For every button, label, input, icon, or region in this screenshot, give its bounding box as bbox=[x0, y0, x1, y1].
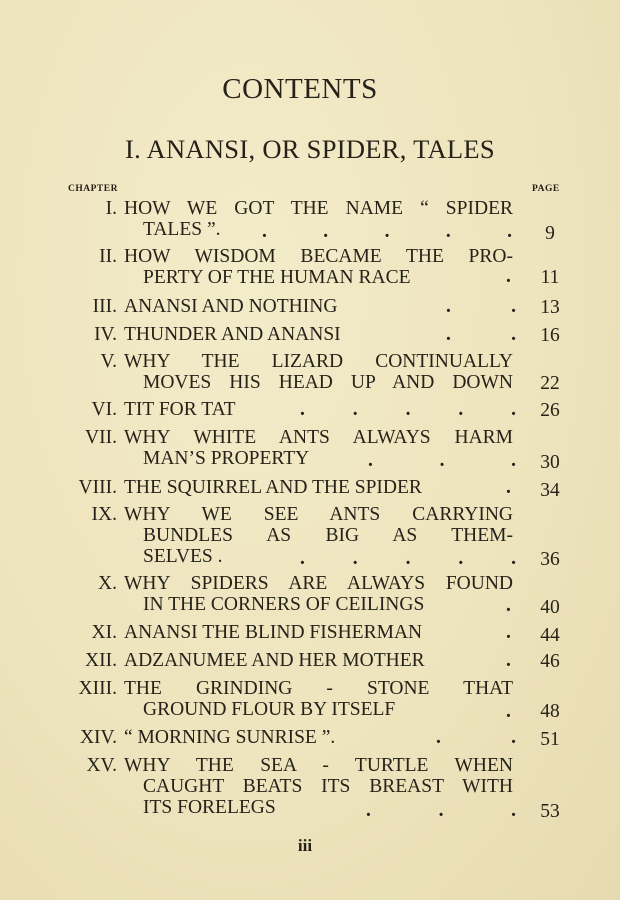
chapter-title-line: THE GRINDING - STONE THAT bbox=[124, 678, 513, 699]
page-number: 30 bbox=[540, 452, 560, 473]
chapter-number: IX. bbox=[91, 504, 117, 525]
chapter-number: II. bbox=[99, 246, 117, 267]
chapter-title-line: WHY SPIDERS ARE ALWAYS FOUND bbox=[124, 573, 513, 594]
page-number: 16 bbox=[540, 325, 560, 346]
chapter-title-line: PERTY OF THE HUMAN RACE bbox=[143, 267, 411, 288]
dot-leader: . bbox=[506, 477, 511, 498]
page-number: 11 bbox=[540, 267, 560, 288]
page-number: 34 bbox=[540, 480, 560, 501]
part-title: I. ANANSI, OR SPIDER, TALES bbox=[125, 134, 495, 164]
chapter-title-line: BUNDLES AS BIG AS THEM- bbox=[143, 525, 513, 546]
dot-leader: . . . . . bbox=[300, 548, 516, 569]
chapter-title-line: ANANSI AND NOTHING bbox=[124, 296, 338, 317]
chapter-number: III. bbox=[92, 296, 117, 317]
chapter-title-line: WHY WE SEE ANTS CARRYING bbox=[124, 504, 513, 525]
chapter-title-line: WHY WHITE ANTS ALWAYS HARM bbox=[124, 427, 513, 448]
chapter-number: VI. bbox=[91, 399, 117, 420]
chapter-title-line: CAUGHT BEATS ITS BREAST WITH bbox=[143, 776, 513, 797]
page-number: 53 bbox=[540, 801, 560, 822]
chapter-title-line: ADZANUMEE AND HER MOTHER bbox=[124, 650, 425, 671]
chapter-title-line: HOW WISDOM BECAME THE PRO- bbox=[124, 246, 513, 267]
chapter-number: XV. bbox=[86, 755, 117, 776]
page-number: 48 bbox=[540, 701, 560, 722]
chapter-number: XIV. bbox=[79, 727, 117, 748]
page-number: 51 bbox=[540, 729, 560, 750]
chapter-title-line: MAN’S PROPERTY bbox=[143, 448, 310, 469]
dot-leader: . . bbox=[446, 296, 516, 317]
page-number: 13 bbox=[540, 297, 560, 318]
chapter-title-line: ITS FORELEGS bbox=[143, 797, 276, 818]
dot-leader: . bbox=[506, 622, 511, 643]
chapter-title-line: TALES ”. bbox=[143, 219, 221, 240]
page-number: 36 bbox=[540, 549, 560, 570]
chapter-column-header: CHAPTER bbox=[68, 184, 118, 194]
dot-leader: . bbox=[506, 650, 511, 671]
chapter-title-line: IN THE CORNERS OF CEILINGS bbox=[143, 594, 425, 615]
dot-leader: . bbox=[506, 595, 511, 616]
dot-leader: . . . . . bbox=[300, 399, 516, 420]
chapter-number: XIII. bbox=[78, 678, 117, 699]
page-number: 40 bbox=[540, 597, 560, 618]
chapter-number: X. bbox=[98, 573, 117, 594]
chapter-title-line: THUNDER AND ANANSI bbox=[124, 324, 341, 345]
chapter-title-line: GROUND FLOUR BY ITSELF bbox=[143, 699, 396, 720]
chapter-number: V. bbox=[100, 351, 117, 372]
dot-leader: . . . . . bbox=[262, 221, 512, 242]
chapter-title-line: ANANSI THE BLIND FISHERMAN bbox=[124, 622, 423, 643]
page-number: 22 bbox=[540, 373, 560, 394]
page-column-header: PAGE bbox=[532, 184, 560, 194]
dot-leader: . bbox=[506, 701, 511, 722]
chapter-title-line: TIT FOR TAT bbox=[124, 399, 236, 420]
chapter-number: VII. bbox=[85, 427, 117, 448]
page-folio: iii bbox=[297, 836, 313, 855]
chapter-number: I. bbox=[105, 198, 117, 219]
chapter-number: XII. bbox=[85, 650, 117, 671]
page-title: CONTENTS bbox=[222, 73, 378, 105]
dot-leader: . . . bbox=[366, 800, 516, 821]
chapter-number: VIII. bbox=[78, 477, 117, 498]
chapter-title-line: THE SQUIRREL AND THE SPIDER bbox=[124, 477, 422, 498]
dot-leader: . . . bbox=[368, 450, 516, 471]
chapter-number: XI. bbox=[91, 622, 117, 643]
chapter-title-line: HOW WE GOT THE NAME “ SPIDER bbox=[124, 198, 513, 219]
chapter-title-line: SELVES . bbox=[143, 546, 223, 567]
chapter-title-line: MOVES HIS HEAD UP AND DOWN bbox=[143, 372, 513, 393]
page-number: 9 bbox=[545, 223, 555, 244]
chapter-title-line: WHY THE SEA - TURTLE WHEN bbox=[124, 755, 513, 776]
dot-leader: . . bbox=[446, 324, 516, 345]
chapter-number: IV. bbox=[94, 324, 117, 345]
page-number: 26 bbox=[540, 400, 560, 421]
dot-leader: . bbox=[506, 266, 511, 287]
page-number: 44 bbox=[540, 625, 560, 646]
dot-leader: . . bbox=[436, 727, 516, 748]
chapter-title-line: “ MORNING SUNRISE ”. bbox=[124, 727, 336, 748]
chapter-title-line: WHY THE LIZARD CONTINUALLY bbox=[124, 351, 513, 372]
page-number: 46 bbox=[540, 651, 560, 672]
